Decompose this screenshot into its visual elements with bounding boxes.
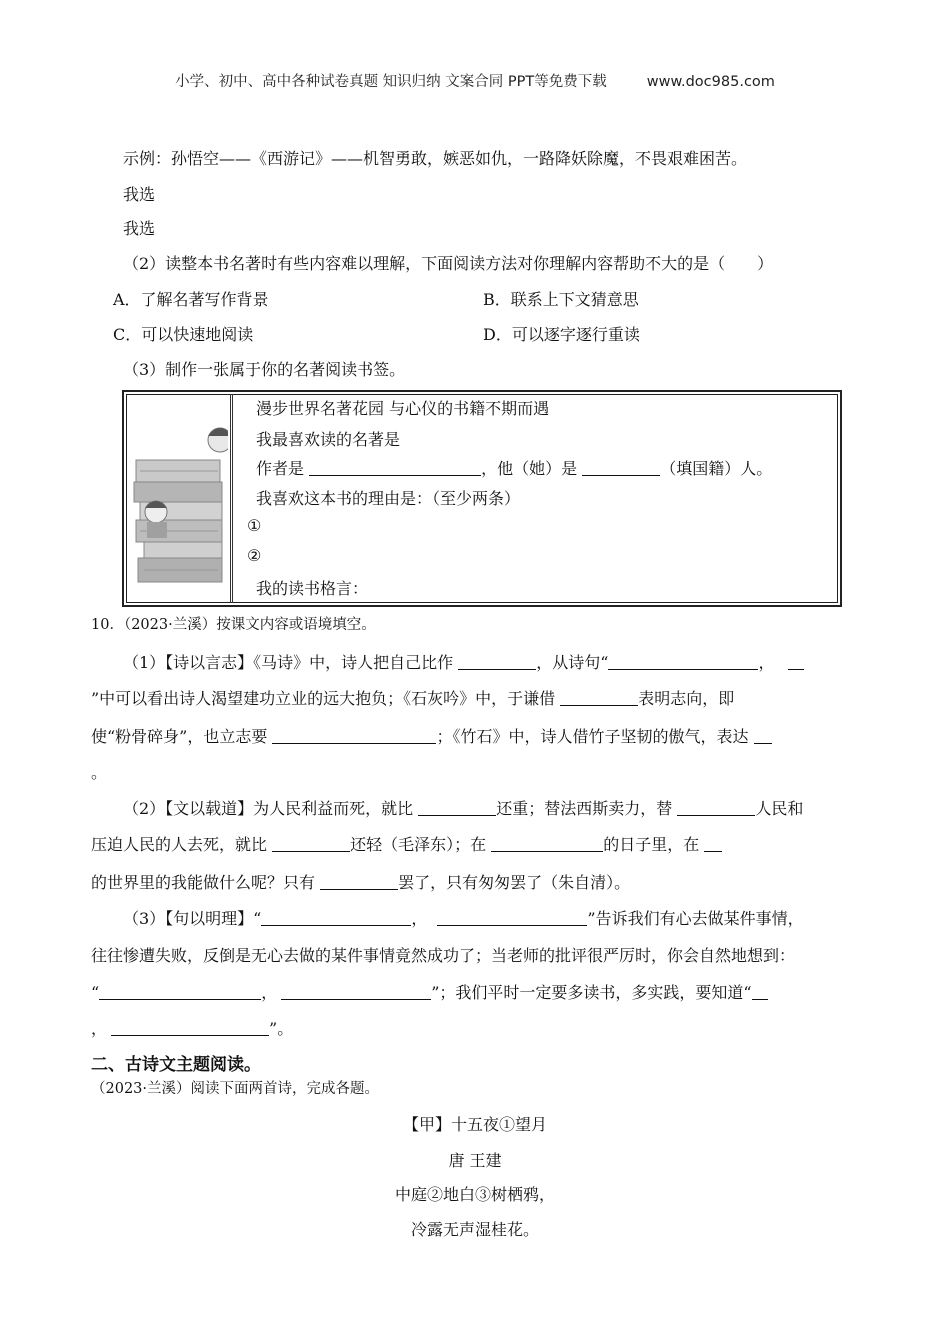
blank-heavier-than[interactable] [418, 799, 496, 816]
q10-p1-text-b: ，从诗句“ [536, 653, 609, 672]
q10-p3-text-e: ， [261, 983, 278, 1002]
q10-p1-text-e: 表明志向，即 [638, 689, 735, 708]
bookmark-author-line [256, 456, 772, 479]
q10-part2-line3 [91, 870, 630, 893]
blank-proverb-1b[interactable] [437, 909, 587, 926]
q10-part1-line3 [91, 724, 772, 747]
q10-p2-text-a: （2）【文以载道】为人民利益而死，就比 [123, 799, 414, 818]
blank-proverb-1a[interactable] [261, 909, 411, 926]
author-label: 作者是 [256, 459, 305, 478]
blank-world[interactable] [704, 835, 722, 852]
q10-p3-text-f: ”；我们平时一定要多读书，多实践，要知道“ [431, 983, 752, 1002]
blank-oppress-verb[interactable] [677, 799, 755, 816]
page-header [0, 70, 950, 91]
bookmark-favorite: 我最喜欢读的名著是 [256, 430, 401, 449]
blank-days[interactable] [491, 835, 603, 852]
question-9-part-3: （3）制作一张属于你的名著阅读书签。 [123, 360, 406, 379]
poem-line-2: 冷露无声湿桂花。 [410, 1220, 539, 1239]
option-a[interactable]: A．了解名著写作背景 [113, 290, 269, 309]
blank-lime-object[interactable] [560, 689, 638, 706]
blank-horse-metaphor[interactable] [458, 653, 536, 670]
q10-p2-text-b: 还重；替法西斯卖力，替 [496, 799, 673, 818]
q10-part1-line1 [123, 650, 804, 673]
choose-line-1: 我选 [123, 185, 156, 204]
choose-line-2: 我选 [123, 219, 156, 238]
q10-p1-text-c: ， [758, 653, 775, 672]
section-2-intro: （2023·兰溪）阅读下面两首诗，完成各题。 [91, 1081, 380, 1097]
header-tagline: 小学、初中、高中各种试卷真题 知识归纳 文案合同 PPT等免费下载 [175, 74, 607, 90]
poem-author: 唐 王建 [448, 1151, 502, 1170]
q10-p2-text-h: 罢了，只有匆匆罢了（朱自清）。 [398, 873, 631, 892]
q10-part1-line2 [91, 686, 734, 709]
q10-p1-text-g: ；《竹石》中，诗人借竹子坚韧的傲气，表达 [436, 727, 749, 746]
blank-proverb-3b[interactable] [111, 1019, 269, 1036]
blank-lighter-than[interactable] [272, 835, 350, 852]
q10-p3-text-g: ， [91, 1019, 108, 1038]
nationality-hint: （填国籍）人。 [660, 459, 773, 478]
blank-proverb-2a[interactable] [99, 983, 261, 1000]
q10-p2-text-d: 压迫人民的人去死，就比 [91, 835, 268, 854]
header-url[interactable]: www.doc985.com [646, 74, 775, 90]
option-c[interactable]: C．可以快速地阅读 [113, 325, 254, 344]
example-line: 示例：孙悟空——《西游记》——机智勇敢，嫉恶如仇，一路降妖除魔，不畏艰难困苦。 [123, 149, 748, 168]
blank-only-have[interactable] [320, 873, 398, 890]
q10-p2-text-g: 的世界里的我能做什么呢？只有 [91, 873, 316, 892]
q10-p3-text-d: “ [91, 983, 100, 1002]
q10-part1-line4: 。 [91, 763, 108, 782]
nationality-blank[interactable] [582, 459, 660, 476]
blank-lime-resolve[interactable] [272, 727, 436, 744]
bookmark-reasons: 我喜欢这本书的理由是：（至少两条） [256, 489, 521, 508]
section-2-heading: 二、古诗文主题阅读。 [91, 1055, 261, 1075]
question-10-title: 10．（2023·兰溪）按课文内容或语境填空。 [91, 617, 376, 633]
poem-line-1: 中庭②地白③树栖鸦， [394, 1185, 555, 1204]
blank-proverb-2b[interactable] [281, 983, 431, 1000]
books-reading-illustration [130, 400, 228, 598]
bookmark-slogan: 漫步世界名著花园 与心仪的书籍不期而遇 [256, 399, 550, 418]
q10-p3-text-a: （3）【句以明理】“ [123, 909, 262, 928]
reason-1-marker: ① [247, 516, 262, 535]
blank-horse-poem-1[interactable] [608, 653, 758, 670]
q10-p2-text-f: 的日子里，在 [603, 835, 700, 854]
q10-p3-text-b: ， [411, 909, 428, 928]
q10-p1-text-f: 使“粉骨碎身”，也立志要 [91, 727, 268, 746]
q10-part3-line2: 往往惨遭失败，反倒是无心去做的某件事情竟然成功了；当老师的批评很严厉时，你会自然地想到： [91, 946, 796, 965]
q10-part3-line4 [91, 1016, 293, 1039]
question-9-part-2: （2）读整本书名著时有些内容难以理解，下面阅读方法对你理解内容帮助不大的是（ ） [123, 254, 774, 273]
q10-p1-text-a: （1）【诗以言志】《马诗》中，诗人把自己比作 [123, 653, 454, 672]
nationality-label: ，他（她）是 [481, 459, 578, 478]
q10-p2-text-c: 人民和 [755, 799, 804, 818]
q10-p3-text-c: ”告诉我们有心去做某件事情， [587, 909, 804, 928]
q10-part2-line1 [123, 796, 803, 819]
bookmark-motto: 我的读书格言： [256, 579, 369, 598]
author-blank[interactable] [309, 459, 481, 476]
poem-title: 【甲】十五夜①望月 [402, 1115, 547, 1134]
q10-p1-text-d: ”中可以看出诗人渴望建功立业的远大抱负；《石灰吟》中，于谦借 [91, 689, 556, 708]
reason-2-marker: ② [247, 546, 262, 565]
q10-part3-line3 [91, 980, 768, 1003]
q10-part2-line2 [91, 832, 722, 855]
blank-bamboo-line[interactable] [754, 727, 772, 744]
blank-horse-poem-2[interactable] [788, 653, 804, 670]
option-b[interactable]: B．联系上下文猜意思 [483, 290, 639, 309]
bookmark-divider [230, 394, 233, 603]
q10-part3-line1 [123, 906, 804, 929]
q10-p2-text-e: 还轻（毛泽东）；在 [350, 835, 487, 854]
option-d[interactable]: D．可以逐字逐行重读 [483, 325, 640, 344]
blank-proverb-3a[interactable] [752, 983, 768, 1000]
q10-p3-text-h: ”。 [269, 1019, 294, 1038]
